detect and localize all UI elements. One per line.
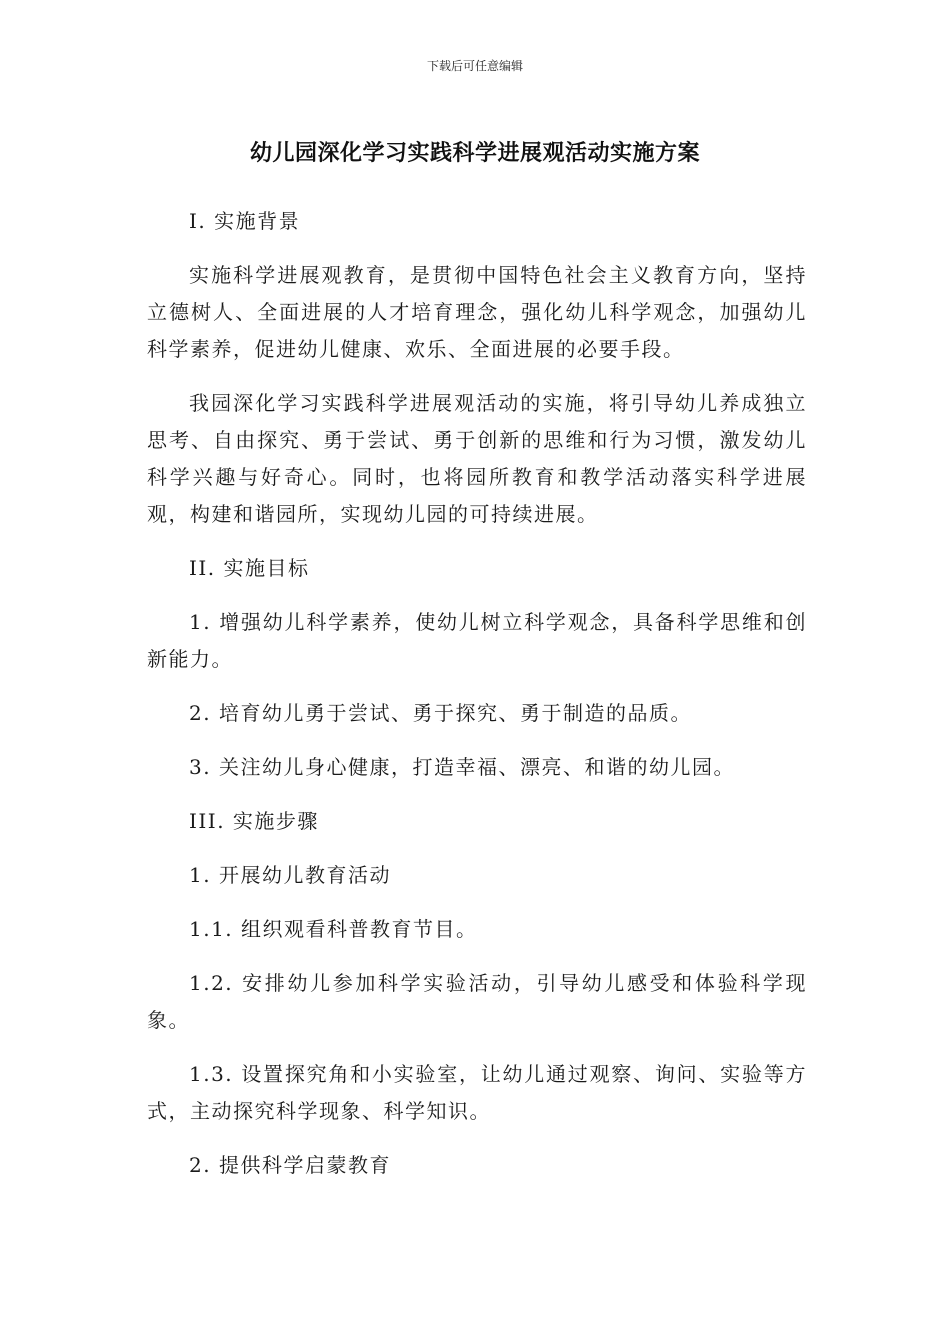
list-item: 1.2. 安排幼儿参加科学实验活动，引导幼儿感受和体验科学现象。 [147, 971, 807, 1032]
list-item: 1. 开展幼儿教育活动 [189, 863, 391, 887]
list-item: 2. 提供科学启蒙教育 [189, 1153, 391, 1177]
list-item: 2. 培育幼儿勇于尝试、勇于探究、勇于制造的品质。 [189, 701, 692, 725]
section-heading-background: I. 实施背景 [189, 209, 301, 233]
paragraph: 实施科学进展观教育，是贯彻中国特色社会主义教育方向，坚持立德树人、全面进展的人才培育理念，强化幼儿科学观念，加强幼儿科学素养，促进幼儿健康、欢乐、全面进展的必要手段。 [147, 263, 807, 361]
header-note: 下载后可任意编辑 [426, 59, 523, 73]
section-heading-goals: II. 实施目标 [189, 556, 310, 580]
section-heading-steps: III. 实施步骤 [189, 809, 319, 833]
list-item: 1.1. 组织观看科普教育节目。 [189, 917, 478, 941]
list-item: 1.3. 设置探究角和小实验室，让幼儿通过观察、询问、实验等方式，主动探究科学现象、科学知识。 [147, 1062, 807, 1123]
paragraph: 我园深化学习实践科学进展观活动的实施，将引导幼儿养成独立思考、自由探究、勇于尝试、勇于创新的思维和行为习惯，激发幼儿科学兴趣与好奇心。同时，也将园所教育和教学活动落实科学进展观，构建和谐园所，实现幼儿园的可持续进展。 [147, 391, 807, 526]
list-item: 3. 关注幼儿身心健康，打造幸福、漂亮、和谐的幼儿园。 [189, 755, 735, 779]
document-body [147, 203, 807, 1201]
list-item: 1. 增强幼儿科学素养，使幼儿树立科学观念，具备科学思维和创新能力。 [147, 610, 807, 671]
document-title: 幼儿园深化学习实践科学进展观活动实施方案 [249, 141, 700, 166]
